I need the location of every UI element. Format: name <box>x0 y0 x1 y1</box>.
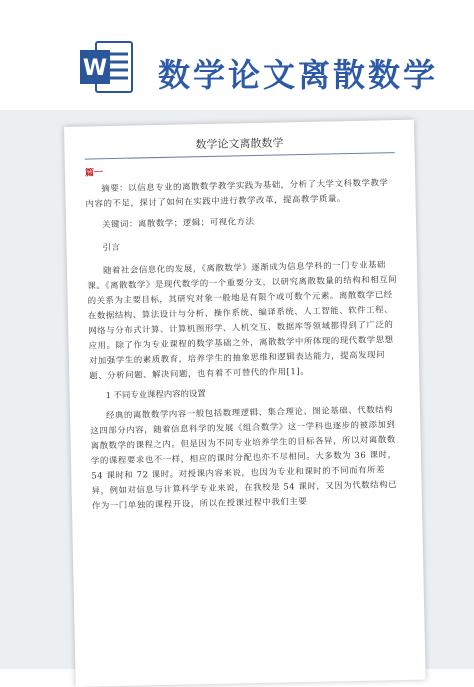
section-heading: 1 不同专业课程内容的设置 <box>105 388 206 401</box>
document-page <box>64 120 426 687</box>
banner <box>0 0 474 118</box>
abstract-paragraph: 摘要：以信息专业的离散数学教学实践为基础，分析了大学文科数学教学内容的不足，探讨了如何在实践中进行教学改革，提高教学质量。 <box>85 177 389 209</box>
word-document-icon <box>78 40 134 94</box>
intro-heading: 引言 <box>102 241 121 253</box>
intro-paragraph: 随着社会信息化的发展，《离散数学》逐渐成为信息学科的一门专业基础课。《离散数学》是现代数学的一个重要分支，以研究离散数量的结构和相互间的关系为主要目标，其研究对象一般地是有限个或可数个元素。离散数学已经在数据结构、算法设计与分析、操作系统、编译系统、人工智能、软件工程、网络与分布式计算、计算机图形学、人机交互、数据库等领域都得到了广泛的应用。除了作为专业课程的数学基础之外，离散数学中所体现的现代数学思想对加强学生的素质教育，培养学生的抽象思维和逻辑表达能力，提高发现问题、分析问题、解决问题，也有着不可替代的作用[1]。 <box>87 259 398 381</box>
section-paragraph: 经典的离散数学内容一般包括数理逻辑、集合理论、图论基础、代数结构这四部分内容，随着信息科学的发展《组合数学》这一学科也逐步的被添加到离散数学的课程之内。但是因为不同专业培养学生的目标各异，所以对离散数学的课程要求也不一样，相应的课时分配也亦不尽相同。大多数为 36 课时，54 课时和 72 课时。对授课内容来说，也因为专业和课时的不同而有所差异，例如对信息与计算科学专业来说，在我校是 54 课时，又因为代数结构已作为一门单独的课程开设，所以在授课过程中我们主要 <box>90 404 398 511</box>
section-mark: 篇一 <box>84 168 104 179</box>
svg-text:W: W <box>82 56 108 81</box>
keywords-line: 关键词：离散数学；逻辑；可视化方法 <box>101 216 255 230</box>
document-title: 数学论文离散数学 <box>195 136 284 152</box>
banner-title: 数学论文离散数学 <box>158 56 439 94</box>
